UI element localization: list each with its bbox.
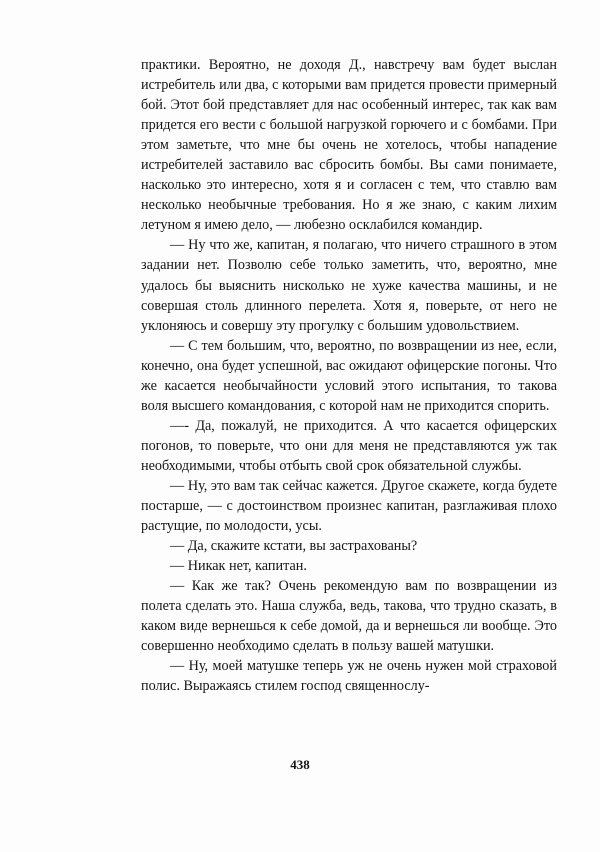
page-number: 438	[290, 757, 310, 772]
paragraph: —- Да, пожалуй, не приходится. А что касается офицерских погонов, то поверьте, что они для меня не представляются уж так необходимыми, чтобы отбыть свой срок обязательной службы.	[141, 417, 557, 474]
paragraph: — Да, скажите кстати, вы застрахованы?	[170, 538, 418, 555]
paragraph: — Никак нет, капитан.	[170, 558, 307, 575]
paragraph: — Как же так? Очень рекомендую вам по возвращении из полета сделать это. Наша служба, ведь, такова, что трудно сказать, в каком виде вернешься к себе домой, да и вернешься ли вообще. Это совершенно необходимо сделать в пользу вашей матушки.	[141, 578, 557, 655]
paragraph: — С тем большим, что, вероятно, по возвращении из нее, если, конечно, она будет успешной, вас ожидают офицерские погоны. Что же касается необычайности условий этого испытания, то такова воля высшего командования, с которой нам не приходится спорить.	[141, 337, 557, 414]
paragraph: практики. Вероятно, не доходя Д., навстречу вам будет выслан истребитель или два, с которыми вам придется провести примерный бой. Этот бой представляет для нас особенный интерес, так как вам придется его вести с большой нагрузкой горючего и с бомбами. При этом заметьте, что мне бы очень не хотелось, чтобы нападение истребителей заставило вас сбросить бомбы. Вы сами понимаете, насколько это интересно, хотя я и согласен с тем, что ставлю вам несколько необычные требования. Но я же знаю, с каким лихим летуном я имею дело, — любезно осклабился командир.	[141, 57, 557, 234]
paragraph: — Ну, моей матушке теперь уж не очень нужен мой страховой полис. Выражаясь стилем господ священнослу-	[141, 658, 557, 695]
body-text	[141, 55, 557, 697]
paragraph: — Ну, это вам так сейчас кажется. Другое скажете, когда будете постарше, — с достоинством произнес капитан, разглаживая плохо растущие, по молодости, усы.	[141, 477, 557, 535]
paragraph: — Ну что же, капитан, я полагаю, что ничего страшного в этом задании нет. Позволю себе только заметить, что, вероятно, мне удалось бы выяснить нисколько не хуже качества машины, и не совершая столь длинного перелета. Хотя я, поверьте, от него не уклоняюсь и совершу эту прогулку с большим удовольствием.	[141, 237, 557, 334]
